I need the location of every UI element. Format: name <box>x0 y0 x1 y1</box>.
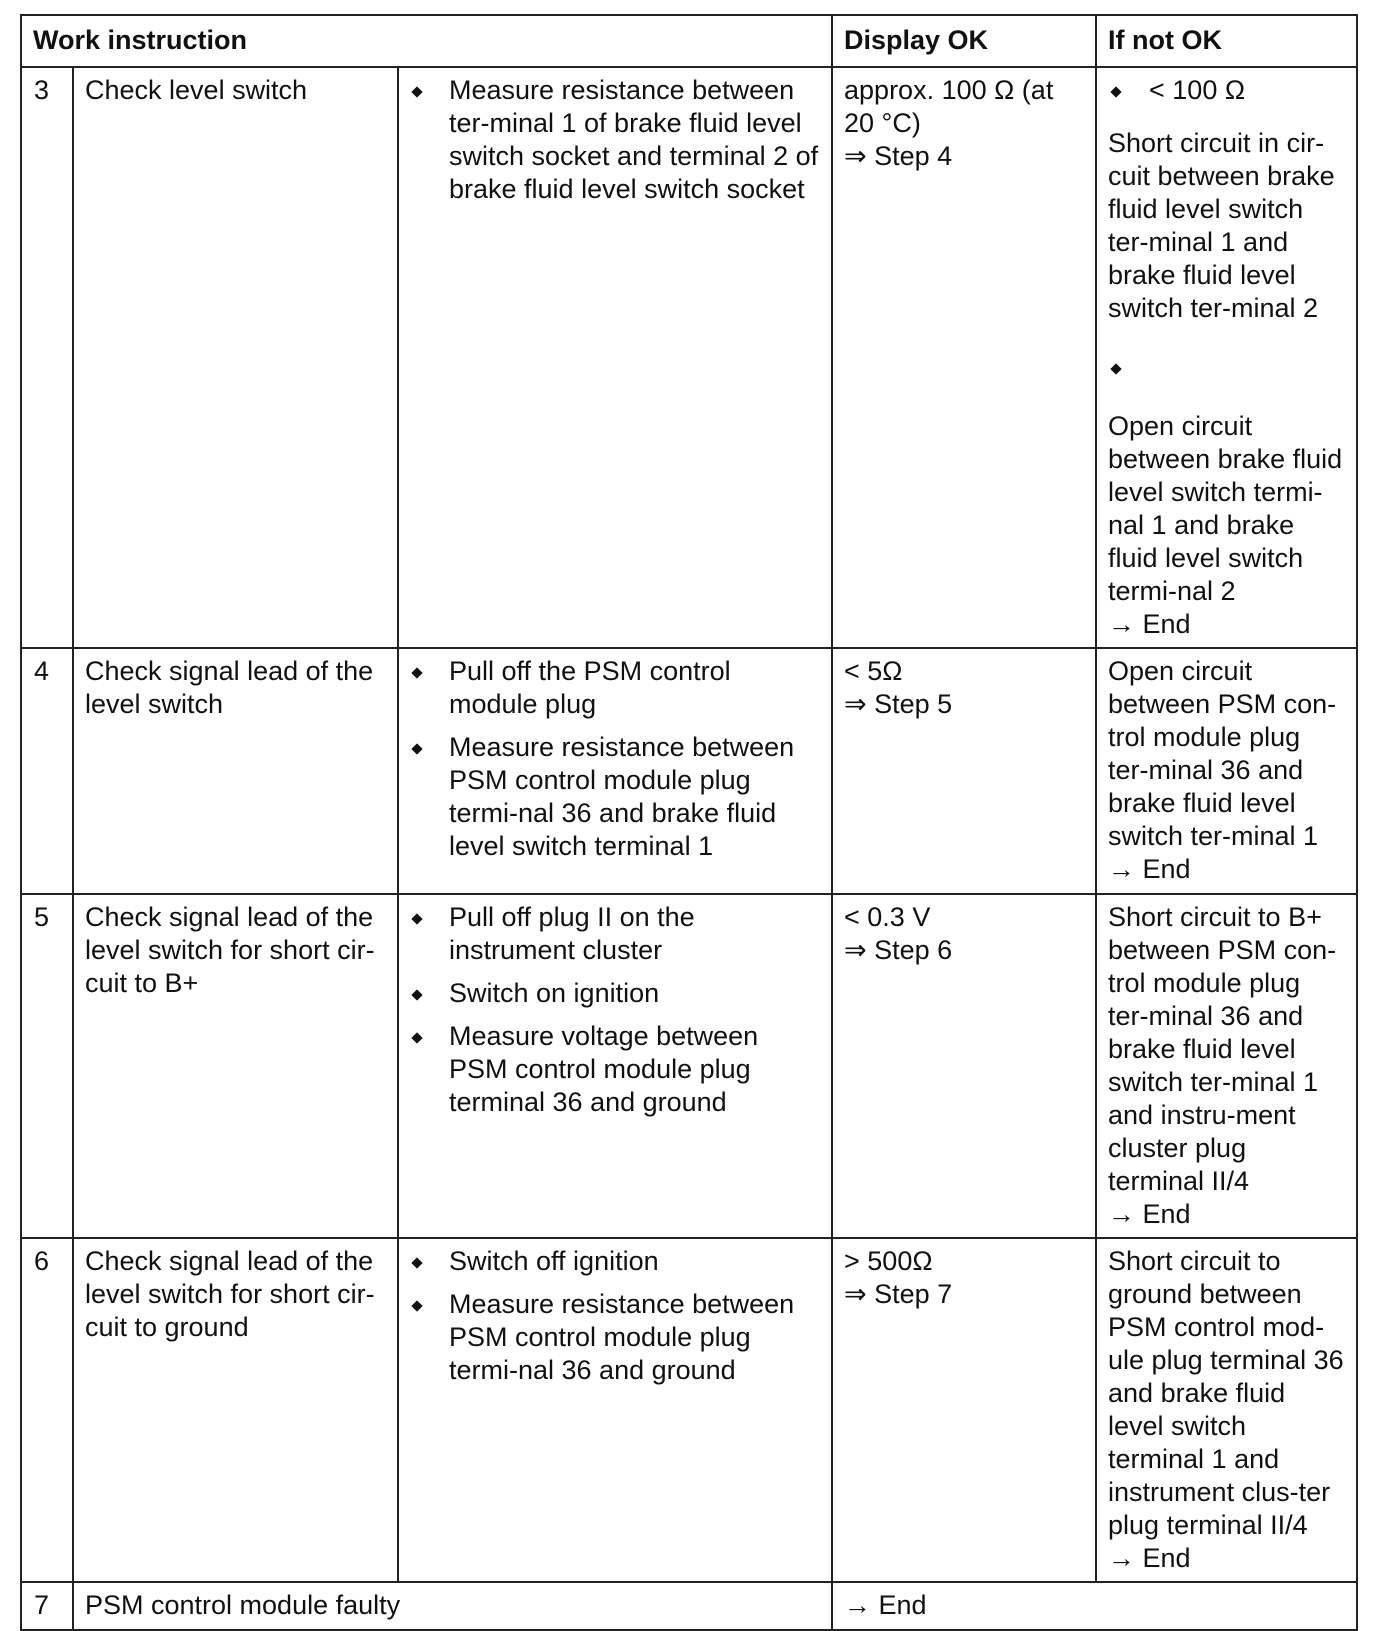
condition-bullet: < 100 Ω <box>1108 74 1346 107</box>
fault-description: Short circuit to ground between PSM control mod-ule plug terminal 36 and brake fluid level switch terminal 1 and instrument clus-ter plug terminal II/4 <box>1108 1246 1344 1540</box>
bullet-diamond-icon <box>411 1032 422 1043</box>
work-instruction-table <box>20 14 1358 1631</box>
step-number: 4 <box>21 648 73 894</box>
action-item: Switch off ignition <box>410 1245 821 1278</box>
action-item: Pull off plug II on the instrument cluster <box>410 901 821 967</box>
display-ok-value: < 0.3 V <box>844 902 931 932</box>
header-display-ok: Display OK <box>832 15 1096 67</box>
action-item: Measure resistance between PSM control module plug termi-nal 36 and brake fluid level switch terminal 1 <box>410 731 821 863</box>
action-item: Measure resistance between ter-minal 1 of brake fluid level switch socket and terminal 2 of brake fluid level switch socket <box>410 74 821 206</box>
display-ok-cell <box>832 67 1096 648</box>
step-actions <box>398 67 832 648</box>
end-marker: → End <box>1108 854 1191 884</box>
step-title: Check signal lead of the level switch for short cir-cuit to ground <box>73 1238 398 1582</box>
bullet-diamond-icon <box>1110 86 1121 97</box>
display-ok-value: > 500Ω <box>844 1246 933 1276</box>
fault-description: Short circuit in cir-cuit between brake fluid level switch ter-minal 1 and brake fluid level switch ter-minal 2 <box>1108 128 1335 323</box>
table-row <box>21 67 1357 648</box>
step-actions <box>398 894 832 1238</box>
step-title: PSM control module faulty <box>73 1582 832 1630</box>
action-item: Measure resistance between PSM control module plug termi-nal 36 and ground <box>410 1288 821 1387</box>
next-step: ⇒ Step 6 <box>844 935 953 965</box>
display-ok-cell <box>832 894 1096 1238</box>
step-actions <box>398 648 832 894</box>
table-row <box>21 894 1357 1238</box>
bullet-diamond-icon <box>411 913 422 924</box>
bullet-diamond-icon <box>411 86 422 97</box>
bullet-diamond-icon <box>411 743 422 754</box>
table-row <box>21 1582 1357 1630</box>
display-ok-cell <box>832 1238 1096 1582</box>
fault-description: Short circuit to B+ between PSM con-trol module plug ter-minal 36 and brake fluid level switch ter-minal 1 and instru-ment cluster plug terminal II/4 <box>1108 902 1337 1196</box>
action-item: Switch on ignition <box>410 977 821 1010</box>
end-marker: → End <box>1108 609 1191 639</box>
if-not-ok-cell <box>1096 1238 1357 1582</box>
bullet-diamond-icon <box>1110 363 1121 374</box>
display-ok-cell <box>832 648 1096 894</box>
next-step: ⇒ Step 5 <box>844 689 953 719</box>
bullet-diamond-icon <box>411 989 422 1000</box>
step-number: 7 <box>21 1582 73 1630</box>
step-title: Check level switch <box>73 67 398 648</box>
bullet-diamond-icon <box>411 1300 422 1311</box>
step-title: Check signal lead of the level switch <box>73 648 398 894</box>
next-step: ⇒ Step 4 <box>844 141 953 171</box>
next-step: ⇒ Step 7 <box>844 1279 953 1309</box>
end-marker: → End <box>1108 1199 1191 1229</box>
if-not-ok-cell <box>1096 894 1357 1238</box>
fault-description: Open circuit between brake fluid level switch termi-nal 1 and brake fluid level switch termi-nal 2 <box>1108 411 1343 606</box>
step-number: 3 <box>21 67 73 648</box>
condition-bullet <box>1108 351 1346 384</box>
action-item: Measure voltage between PSM control module plug terminal 36 and ground <box>410 1020 821 1119</box>
table-row <box>21 1238 1357 1582</box>
bullet-diamond-icon <box>411 1257 422 1268</box>
end-marker: → End <box>844 1590 927 1620</box>
display-ok-value: < 5Ω <box>844 656 903 686</box>
end-marker: → End <box>1108 1543 1191 1573</box>
if-not-ok-cell <box>1096 67 1357 648</box>
header-if-not-ok: If not OK <box>1096 15 1357 67</box>
table-row <box>21 648 1357 894</box>
bullet-diamond-icon <box>411 667 422 678</box>
step-actions <box>398 1238 832 1582</box>
step-number: 6 <box>21 1238 73 1582</box>
action-item: Pull off the PSM control module plug <box>410 655 821 721</box>
display-ok-cell <box>832 1582 1357 1630</box>
if-not-ok-cell <box>1096 648 1357 894</box>
header-work-instruction: Work instruction <box>21 15 832 67</box>
fault-description: Open circuit between PSM con-trol module plug ter-minal 36 and brake fluid level switch ter-minal 1 <box>1108 656 1337 851</box>
table-header-row <box>21 15 1357 67</box>
step-number: 5 <box>21 894 73 1238</box>
display-ok-value: approx. 100 Ω (at 20 °C) <box>844 75 1054 138</box>
step-title: Check signal lead of the level switch for short cir-cuit to B+ <box>73 894 398 1238</box>
